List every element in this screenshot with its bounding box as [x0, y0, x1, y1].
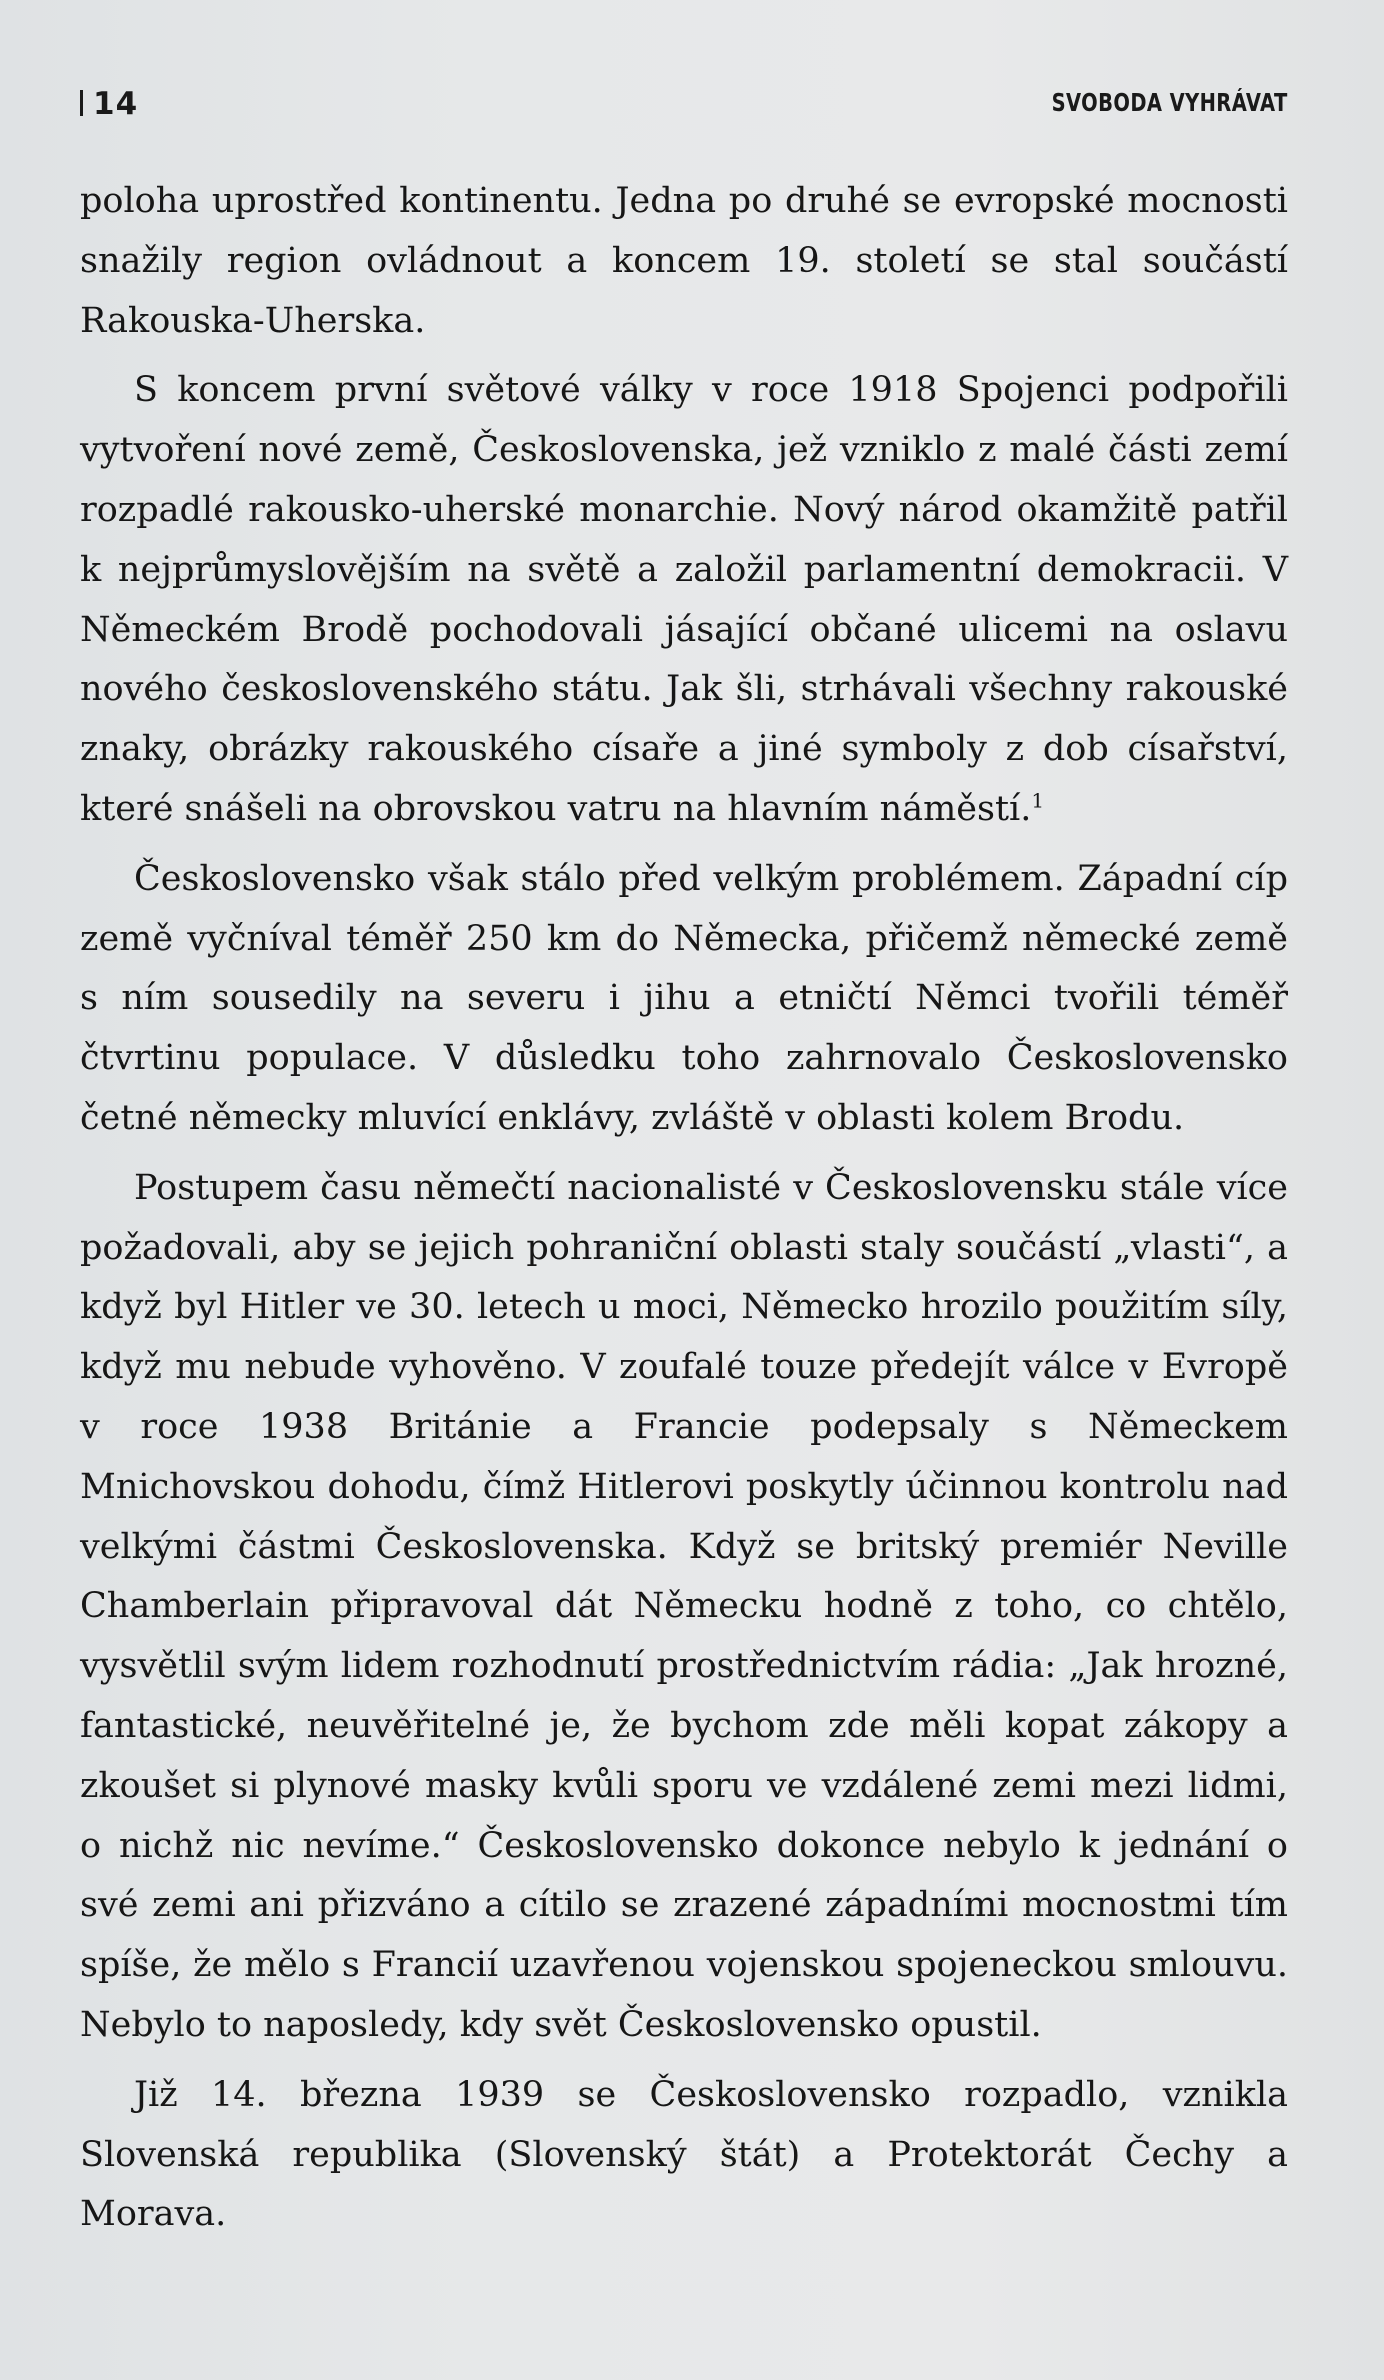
paragraph-1: [80, 172, 1288, 351]
paragraph-1-text: poloha uprostřed kontinentu. Jedna po druhé se evropské mocnosti snažily region ovládnout a koncem 19. století se stal součástí Rakouska-Uherska.: [80, 181, 1288, 341]
body-text: [80, 172, 1288, 2245]
paragraph-5: [80, 2066, 1288, 2245]
footnote-marker: 1: [1031, 788, 1045, 813]
running-title: SVOBODA VYHRÁVAT: [1051, 88, 1288, 117]
paragraph-2-text: S koncem první světové války v roce 1918 Spojenci podpořili vytvoření nové země, Československa, jež vzniklo z malé části zemí rozpadlé rakousko-uherské monarchie. Nový národ okamžitě patřil k nejprůmyslovějším na světě a založil parlamentní demokracii. V Německém Brodě pochodovali jásající občané ulicemi na oslavu nového československého státu. Jak šli, strhávali všechny rakouské znaky, obrázky rakouského císaře a jiné symboly z dob císařství, které snášeli na obrovskou vatru na hlavním náměstí.: [80, 370, 1288, 829]
paragraph-2: [80, 361, 1288, 839]
page-number-bar: [80, 90, 83, 116]
paragraph-4-text: Postupem času němečtí nacionalisté v Československu stále více požadovali, aby se jejich pohraniční oblasti staly součástí „vlasti“, a když byl Hitler ve 30. letech u moci, Německo hrozilo použitím síly, když mu nebude vyhověno. V zoufalé touze předejít válce v Evropě v roce 1938 Británie a Francie podepsaly s Německem Mnichovskou dohodu, čímž Hitlerovi poskytly účinnou kontrolu nad velkými částmi Československa. Když se britský premiér Neville Chamberlain připravoval dát Německu hodně z toho, co chtělo, vysvětlil svým lidem rozhodnutí prostřednictvím rádia: „Jak hrozné, fantastické, neuvěřitelné je, že bychom zde měli kopat zákopy a zkoušet si plynové masky kvůli sporu ve vzdálené zemi mezi lidmi, o nichž nic nevíme.“ Československo dokonce nebylo k jednání o své zemi ani přizváno a cítilo se zrazené západními mocnostmi tím spíše, že mělo s Francií uzavřenou vojenskou spojeneckou smlouvu. Nebylo to naposledy, kdy svět Československo opustil.: [80, 1167, 1288, 2045]
page-number-text: 14: [93, 86, 139, 122]
paragraph-3: [80, 850, 1288, 1149]
paragraph-4: [80, 1159, 1288, 2056]
paragraph-3-text: Československo však stálo před velkým problémem. Západní cíp země vyčníval téměř 250 km do Německa, přičemž německé země s ním sousedily na severu i jihu a etničtí Němci tvořili téměř čtvrtinu populace. V důsledku toho zahrnovalo Československo četné německy mluvící enklávy, zvláště v oblasti kolem Brodu.: [80, 858, 1288, 1138]
paragraph-5-text: Již 14. března 1939 se Československo rozpadlo, vznikla Slovenská republika (Slovenský štát) a Protektorát Čechy a Morava.: [80, 2074, 1288, 2235]
page-number: [80, 86, 138, 122]
page-header: [80, 86, 1288, 126]
